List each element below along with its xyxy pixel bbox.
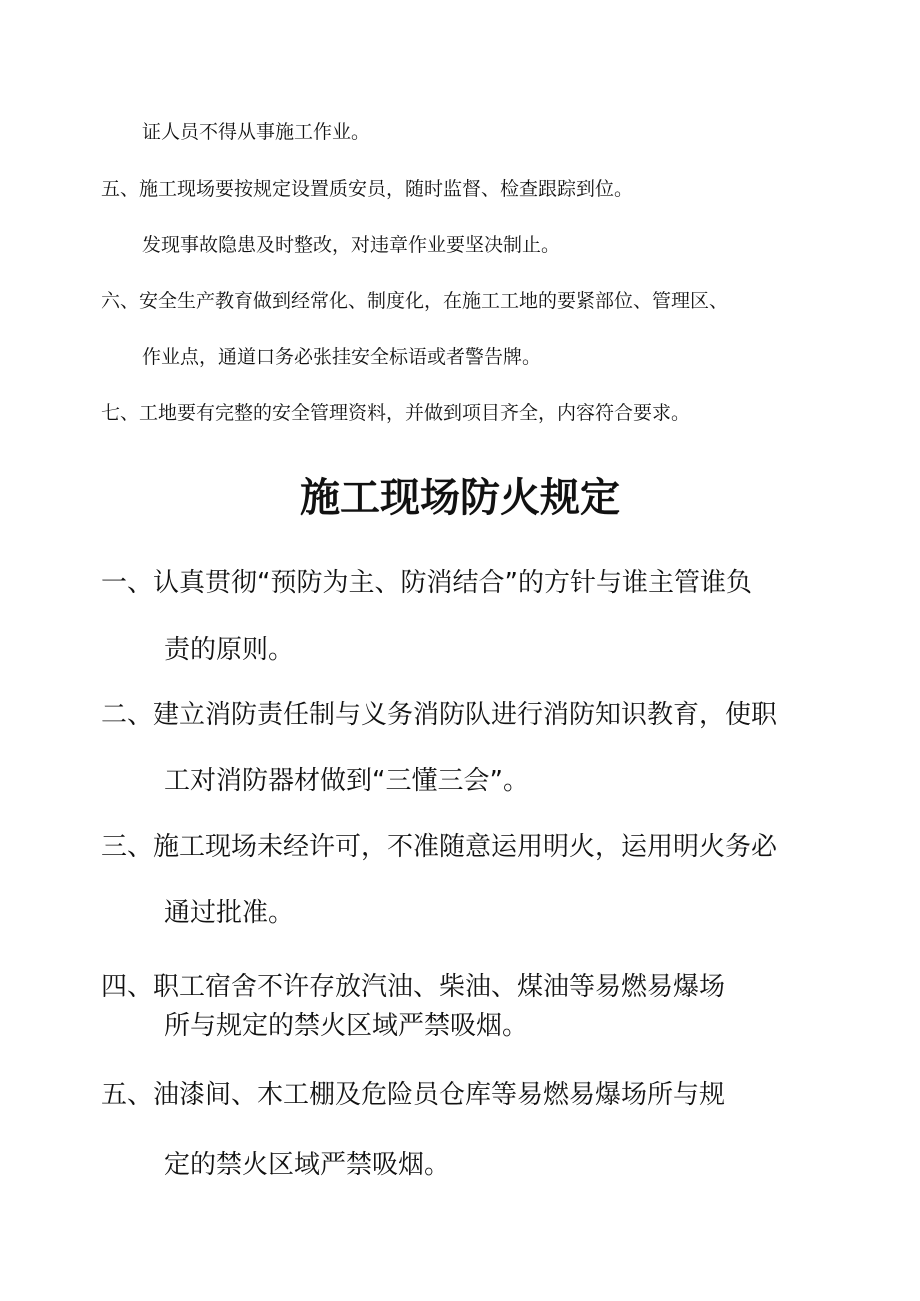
rule-5-line-2: 发现事故隐患及时整改，对违章作业要坚决制止。 bbox=[142, 234, 561, 256]
rule-6-line-1: 六、安全生产教育做到经常化、制度化，在施工工地的要紧部位、管理区、 bbox=[101, 290, 729, 312]
fire-rule-2-line-2: 工对消防器材做到“三懂三会”。 bbox=[164, 766, 529, 796]
fire-rule-4-line-2: 所与规定的禁火区域严禁吸烟。 bbox=[164, 1011, 529, 1041]
fire-rule-4-line-1: 四、职工宿舍不许存放汽油、柴油、煤油等易燃易爆场 bbox=[101, 972, 726, 1002]
rule-7-line-1: 七、工地要有完整的安全管理资料，并做到项目齐全，内容符合要求。 bbox=[101, 402, 691, 424]
fire-rule-2-line-1: 二、建立消防责任制与义务消防队进行消防知识教育，使职 bbox=[101, 700, 778, 730]
rule-5-continuation: 证人员不得从事施工作业。 bbox=[142, 121, 371, 143]
fire-rule-3-line-1: 三、施工现场未经许可，不准随意运用明火，运用明火务必 bbox=[101, 832, 778, 862]
fire-rule-5-line-1: 五、油漆间、木工棚及危险员仓库等易燃易爆场所与规 bbox=[101, 1080, 726, 1110]
fire-rule-3-line-2: 通过批准。 bbox=[164, 898, 295, 928]
section-title: 施工现场防火规定 bbox=[300, 475, 620, 521]
rule-5-line-1: 五、施工现场要按规定设置质安员，随时监督、检查跟踪到位。 bbox=[101, 178, 634, 200]
rule-6-line-2: 作业点，通道口务必张挂安全标语或者警告牌。 bbox=[142, 346, 542, 368]
fire-rule-1-line-2: 责的原则。 bbox=[164, 635, 295, 665]
fire-rule-5-line-2: 定的禁火区域严禁吸烟。 bbox=[164, 1150, 451, 1180]
fire-rule-1-line-1: 一、认真贯彻“预防为主、防消结合”的方针与谁主管谁负 bbox=[101, 568, 752, 598]
